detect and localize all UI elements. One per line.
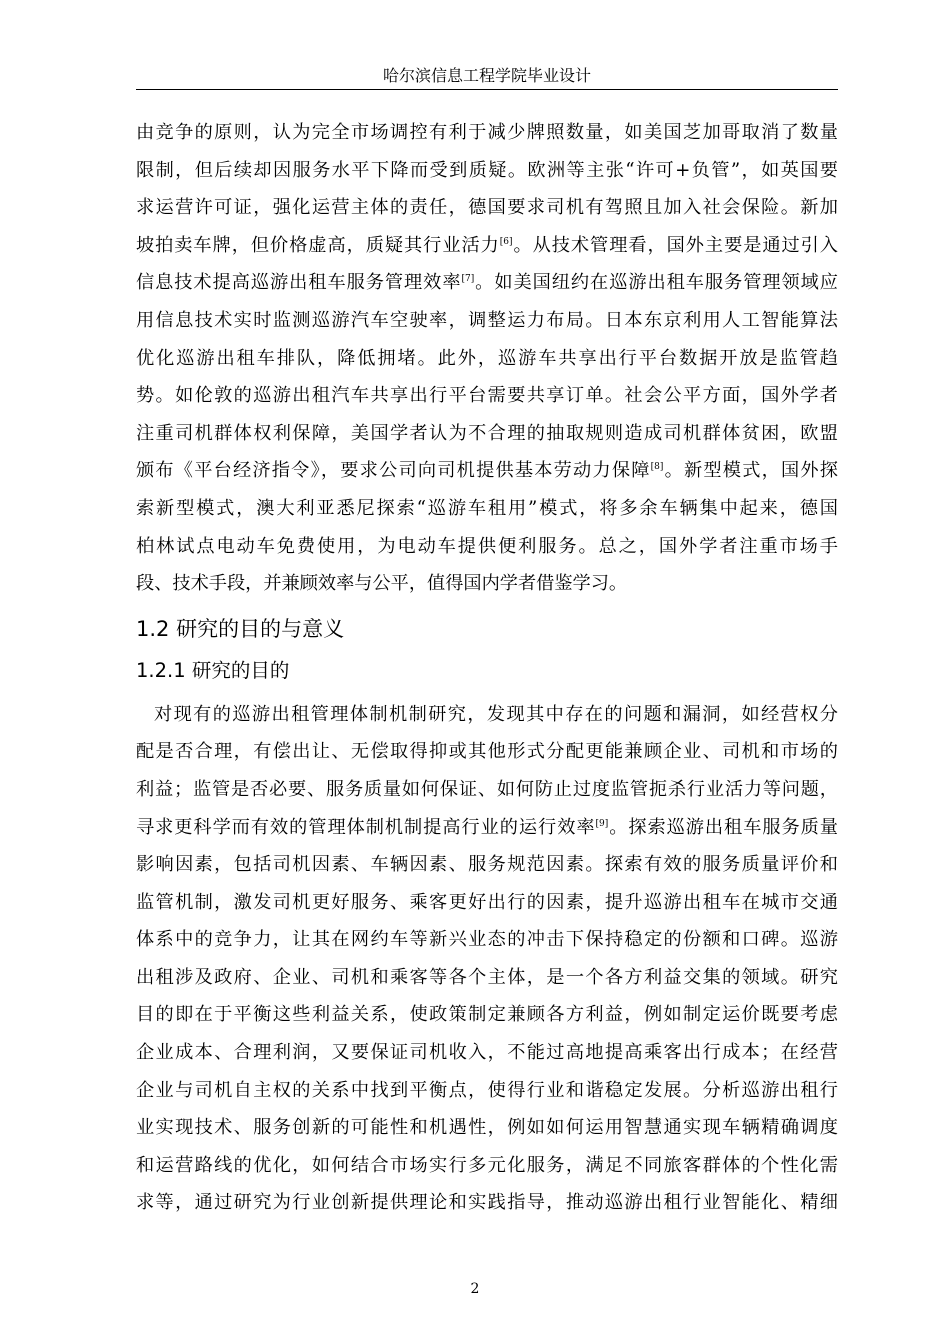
text-line <box>136 1184 838 1222</box>
text-line <box>136 227 838 265</box>
line-text: 。新型模式，国外探 <box>663 460 838 482</box>
text-line <box>136 565 838 603</box>
text-line <box>136 114 838 152</box>
text-line <box>136 1109 838 1147</box>
paragraph-research-purpose <box>136 696 838 1222</box>
line-text: 配是否合理，有偿出让、无偿取得抑或其他形式分配更能兼顾企业、司机和市场的 <box>136 741 838 763</box>
text-line <box>136 152 838 190</box>
text-line <box>136 452 838 490</box>
section-heading-1-2: 1.2 研究的目的与意义 <box>136 616 345 641</box>
line-text: 颁布《平台经济指令》，要求公司向司机提供基本劳动力保障 <box>136 460 651 482</box>
line-text: 影响因素，包括司机因素、车辆因素、服务规范因素。探索有效的服务质量评价和 <box>136 854 838 876</box>
text-line <box>136 302 838 340</box>
line-text: 。探索巡游出租车服务质量 <box>608 816 838 838</box>
line-text: 注重司机群体权利保障，美国学者认为不合理的抽取规则造成司机群体贫困，欧盟 <box>136 422 838 444</box>
text-line <box>136 771 838 809</box>
text-line <box>136 528 838 566</box>
line-text: 段、技术手段，并兼顾效率与公平，值得国内学者借鉴学习。 <box>136 573 628 595</box>
line-text: 。如美国纽约在巡游出租车服务管理领域应 <box>474 272 838 294</box>
text-line <box>136 884 838 922</box>
line-text: 出租涉及政府、企业、司机和乘客等各个主体，是一个各方利益交集的领域。研究 <box>136 966 838 988</box>
line-text: 求等，通过研究为行业创新提供理论和实践指导，推动巡游出租行业智能化、精细 <box>136 1192 838 1214</box>
citation-reference: [8] <box>650 462 664 473</box>
text-line <box>136 696 838 734</box>
text-line <box>136 490 838 528</box>
line-text: 信息技术提高巡游出租车服务管理效率 <box>136 272 462 294</box>
text-line <box>136 264 838 302</box>
text-line <box>136 340 838 378</box>
text-line <box>136 377 838 415</box>
line-text: 求运营许可证，强化运营主体的责任，德国要求司机有驾照且加入社会保险。新加 <box>136 197 838 219</box>
line-text: 企业与司机自主权的关系中找到平衡点，使得行业和谐稳定发展。分析巡游出租行 <box>136 1079 838 1101</box>
line-text: 。从技术管理看，国外主要是通过引入 <box>512 234 838 256</box>
text-line <box>136 733 838 771</box>
text-line <box>136 846 838 884</box>
line-text: 利益；监管是否必要、服务质量如何保证、如何防止过度监管扼杀行业活力等问题， <box>136 778 838 800</box>
line-text: 寻求更科学而有效的管理体制机制提高行业的运行效率 <box>136 816 596 838</box>
line-text: 索新型模式，澳大利亚悉尼探索“巡游车租用”模式，将多余车辆集中起来，德国 <box>136 497 838 519</box>
citation-reference: [7] <box>461 274 475 285</box>
line-text: 用信息技术实时监测巡游汽车空驶率，调整运力布局。日本东京利用人工智能算法 <box>136 309 838 331</box>
line-text: 企业成本、合理利润，又要保证司机收入，不能过高地提高乘客出行成本；在经营 <box>136 1042 838 1064</box>
page-number: 2 <box>470 1281 480 1297</box>
line-text: 由竞争的原则，认为完全市场调控有利于减少牌照数量，如美国芝加哥取消了数量 <box>136 122 838 143</box>
text-line <box>136 1034 838 1072</box>
line-text: 目的即在于平衡这些利益关系，使政策制定兼顾各方利益，例如制定运价既要考虑 <box>136 1004 838 1026</box>
text-line <box>136 1147 838 1185</box>
text-line <box>136 959 838 997</box>
citation-reference: [6] <box>499 236 513 247</box>
line-text: 势。如伦敦的巡游出租汽车共享出行平台需要共享订单。社会公平方面，国外学者 <box>136 385 838 407</box>
line-text: 监管机制，激发司机更好服务、乘客更好出行的因素，提升巡游出租车在城市交通 <box>136 891 838 913</box>
text-line <box>136 189 838 227</box>
text-line <box>136 809 838 847</box>
line-text: 坡拍卖车牌，但价格虚高，质疑其行业活力 <box>136 234 500 256</box>
citation-reference: [9] <box>595 818 609 829</box>
text-line <box>136 1072 838 1110</box>
page-header: 哈尔滨信息工程学院毕业设计 <box>382 66 591 85</box>
header-rule <box>136 89 838 90</box>
subsection-heading-1-2-1: 1.2.1 研究的目的 <box>136 658 290 682</box>
line-text: 对现有的巡游出租管理体制机制研究，发现其中存在的问题和漏洞，如经营权分 <box>154 703 838 725</box>
line-text: 业实现技术、服务创新的可能性和机遇性，例如如何运用智慧通实现车辆精确调度 <box>136 1117 838 1139</box>
paragraph-foreign-research <box>136 114 838 603</box>
line-text: 柏林试点电动车免费使用，为电动车提供便利服务。总之，国外学者注重市场手 <box>136 535 838 557</box>
line-text: 体系中的竞争力，让其在网约车等新兴业态的冲击下保持稳定的份额和口碑。巡游 <box>136 929 838 951</box>
text-line <box>136 996 838 1034</box>
line-text: 和运营路线的优化，如何结合市场实行多元化服务，满足不同旅客群体的个性化需 <box>136 1154 838 1176</box>
text-line <box>136 415 838 453</box>
page-body <box>136 114 838 1222</box>
line-text: 限制，但后续却因服务水平下降而受到质疑。欧洲等主张“许可+负管”，如英国要 <box>136 159 838 181</box>
line-text: 优化巡游出租车排队，降低拥堵。此外，巡游车共享出行平台数据开放是监管趋 <box>136 347 838 369</box>
text-line <box>136 921 838 959</box>
